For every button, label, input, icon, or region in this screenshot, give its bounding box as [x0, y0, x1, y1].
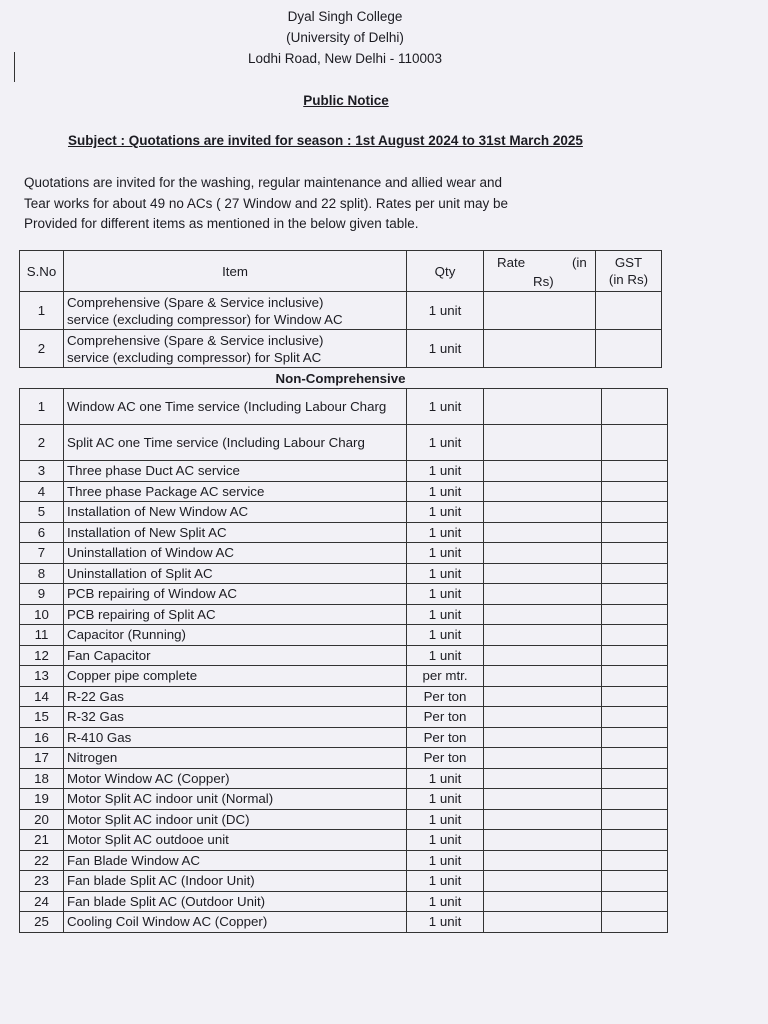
- cell-gst: [602, 809, 668, 830]
- cell-sno: 2: [20, 425, 64, 461]
- college-name: Dyal Singh College: [287, 9, 403, 24]
- cell-sno: 1: [20, 389, 64, 425]
- cell-gst: [602, 543, 668, 564]
- header-gst-unit: (in Rs): [608, 272, 649, 287]
- cell-sno: 2: [20, 330, 64, 368]
- table-row: [20, 563, 668, 584]
- cell-item: Uninstallation of Split AC: [64, 563, 407, 584]
- cell-sno: 19: [20, 789, 64, 810]
- cell-sno: 18: [20, 768, 64, 789]
- table-row: [20, 330, 662, 368]
- table-row: [20, 481, 668, 502]
- table-row: [20, 461, 668, 482]
- table-row: [20, 830, 668, 851]
- cell-rate: [484, 563, 602, 584]
- cell-sno: 5: [20, 502, 64, 523]
- cell-sno: 8: [20, 563, 64, 584]
- cell-gst: [602, 727, 668, 748]
- cell-rate: [484, 809, 602, 830]
- cell-item: Motor Split AC indoor unit (Normal): [64, 789, 407, 810]
- table-row: [20, 686, 668, 707]
- table-row: [20, 425, 668, 461]
- non-comprehensive-body: [20, 389, 668, 933]
- cell-qty: 1 unit: [407, 543, 484, 564]
- cell-rate: [484, 666, 602, 687]
- cell-rate: [484, 604, 602, 625]
- header-rate-in: (in: [572, 255, 587, 270]
- cell-item-line: Comprehensive (Spare & Service inclusive): [67, 332, 324, 348]
- cell-rate: [484, 522, 602, 543]
- cell-item-line: service (excluding compressor) for Window AC: [67, 311, 343, 327]
- cell-rate: [484, 789, 602, 810]
- cell-item-line: service (excluding compressor) for Split AC: [67, 349, 322, 365]
- header-gst-label: GST: [614, 255, 643, 270]
- cell-qty: Per ton: [407, 727, 484, 748]
- cell-sno: 1: [20, 292, 64, 330]
- cell-gst: [602, 481, 668, 502]
- cell-qty: Per ton: [407, 748, 484, 769]
- cell-sno: 22: [20, 850, 64, 871]
- cell-item: Fan Capacitor: [64, 645, 407, 666]
- header-rate: [484, 251, 596, 292]
- cell-item: [64, 292, 407, 330]
- cell-sno: 7: [20, 543, 64, 564]
- table-row: [20, 871, 668, 892]
- cell-rate: [484, 850, 602, 871]
- cell-sno: 9: [20, 584, 64, 605]
- table-row: [20, 604, 668, 625]
- notice-subject: Subject : Quotations are invited for season : 1st August 2024 to 31st March 2025: [68, 133, 583, 148]
- cell-item-line: Comprehensive (Spare & Service inclusive): [67, 294, 324, 310]
- cell-item: PCB repairing of Window AC: [64, 584, 407, 605]
- cell-rate: [484, 707, 602, 728]
- table-row: [20, 645, 668, 666]
- paragraph-line: Provided for different items as mentioned in the below given table.: [24, 216, 419, 231]
- cell-gst: [602, 425, 668, 461]
- section-label: Non-Comprehensive: [20, 368, 662, 389]
- cell-qty: 1 unit: [407, 584, 484, 605]
- cell-qty: 1 unit: [407, 830, 484, 851]
- cell-rate: [484, 584, 602, 605]
- cell-gst: [602, 666, 668, 687]
- paragraph-line: Quotations are invited for the washing, regular maintenance and allied wear and: [24, 175, 503, 190]
- table-row: [20, 850, 668, 871]
- cell-qty: 1 unit: [407, 481, 484, 502]
- cell-sno: 20: [20, 809, 64, 830]
- cell-qty: 1 unit: [407, 809, 484, 830]
- table-row: [20, 389, 668, 425]
- cell-sno: 14: [20, 686, 64, 707]
- cell-rate: [484, 389, 602, 425]
- cell-gst: [602, 891, 668, 912]
- cell-rate: [484, 502, 602, 523]
- cell-qty: 1 unit: [407, 563, 484, 584]
- table-row: [20, 584, 668, 605]
- cell-qty: Per ton: [407, 707, 484, 728]
- table-row: [20, 912, 668, 933]
- cell-item: Motor Split AC outdooe unit: [64, 830, 407, 851]
- cell-gst: [602, 625, 668, 646]
- header-gst: [596, 251, 662, 292]
- cell-qty: 1 unit: [407, 389, 484, 425]
- cell-item: Motor Window AC (Copper): [64, 768, 407, 789]
- cell-rate: [484, 871, 602, 892]
- cell-gst: [602, 522, 668, 543]
- cell-qty: 1 unit: [407, 850, 484, 871]
- cell-qty: 1 unit: [407, 292, 484, 330]
- cell-sno: 13: [20, 666, 64, 687]
- cell-sno: 25: [20, 912, 64, 933]
- cell-sno: 16: [20, 727, 64, 748]
- cell-item: R-410 Gas: [64, 727, 407, 748]
- cell-item: Fan blade Split AC (Indoor Unit): [64, 871, 407, 892]
- cell-sno: 3: [20, 461, 64, 482]
- cell-rate: [484, 686, 602, 707]
- table-row: [20, 543, 668, 564]
- cell-gst: [602, 563, 668, 584]
- cell-item: R-32 Gas: [64, 707, 407, 728]
- cell-qty: 1 unit: [407, 330, 484, 368]
- notice-paragraph: [24, 173, 584, 235]
- cell-rate: [484, 481, 602, 502]
- cell-gst: [602, 707, 668, 728]
- cell-item: Three phase Package AC service: [64, 481, 407, 502]
- cell-sno: 23: [20, 871, 64, 892]
- cell-rate: [484, 912, 602, 933]
- cell-sno: 4: [20, 481, 64, 502]
- cell-sno: 10: [20, 604, 64, 625]
- cell-item: PCB repairing of Split AC: [64, 604, 407, 625]
- cell-qty: 1 unit: [407, 871, 484, 892]
- cell-gst: [602, 830, 668, 851]
- cell-item: Copper pipe complete: [64, 666, 407, 687]
- comprehensive-table: [19, 250, 662, 388]
- cell-gst: [602, 389, 668, 425]
- cell-sno: 15: [20, 707, 64, 728]
- table-row: [20, 748, 668, 769]
- cell-rate: [484, 645, 602, 666]
- paragraph-line: Tear works for about 49 no ACs ( 27 Window and 22 split). Rates per unit may be: [24, 195, 508, 211]
- cell-gst: [602, 502, 668, 523]
- cell-qty: 1 unit: [407, 522, 484, 543]
- table-header-row: [20, 251, 662, 292]
- cell-qty: 1 unit: [407, 502, 484, 523]
- table-row: [20, 891, 668, 912]
- cell-qty: 1 unit: [407, 425, 484, 461]
- cell-rate: [484, 748, 602, 769]
- header-item: Item: [64, 251, 407, 292]
- cell-item: Fan blade Split AC (Outdoor Unit): [64, 891, 407, 912]
- section-row: [20, 368, 662, 389]
- table-row: [20, 768, 668, 789]
- cell-sno: 12: [20, 645, 64, 666]
- cell-rate: [484, 292, 596, 330]
- cell-rate: [484, 461, 602, 482]
- cell-qty: 1 unit: [407, 768, 484, 789]
- notice-title: Public Notice: [303, 93, 389, 108]
- table-row: [20, 707, 668, 728]
- cell-qty: 1 unit: [407, 604, 484, 625]
- cell-qty: 1 unit: [407, 625, 484, 646]
- table-row: [20, 666, 668, 687]
- cell-rate: [484, 625, 602, 646]
- cell-qty: Per ton: [407, 686, 484, 707]
- header-sno: S.No: [20, 251, 64, 292]
- cell-gst: [602, 584, 668, 605]
- cell-gst: [602, 789, 668, 810]
- cell-qty: 1 unit: [407, 891, 484, 912]
- cell-item: Installation of New Window AC: [64, 502, 407, 523]
- cell-sno: 11: [20, 625, 64, 646]
- cell-rate: [484, 768, 602, 789]
- cell-qty: 1 unit: [407, 789, 484, 810]
- cell-gst: [602, 686, 668, 707]
- cell-rate: [484, 330, 596, 368]
- cell-sno: 6: [20, 522, 64, 543]
- cell-item: Split AC one Time service (Including Labour Charg: [64, 425, 407, 461]
- cell-item: [64, 330, 407, 368]
- cell-gst: [602, 604, 668, 625]
- header-qty: Qty: [407, 251, 484, 292]
- table-row: [20, 809, 668, 830]
- cell-rate: [484, 543, 602, 564]
- cell-rate: [484, 727, 602, 748]
- cell-sno: 24: [20, 891, 64, 912]
- cell-gst: [602, 768, 668, 789]
- cell-qty: per mtr.: [407, 666, 484, 687]
- cell-item: Nitrogen: [64, 748, 407, 769]
- table-row: [20, 727, 668, 748]
- table-row: [20, 292, 662, 330]
- table-row: [20, 625, 668, 646]
- cell-qty: 1 unit: [407, 912, 484, 933]
- cell-item: Motor Split AC indoor unit (DC): [64, 809, 407, 830]
- cell-rate: [484, 891, 602, 912]
- cell-rate: [484, 425, 602, 461]
- college-address: Lodhi Road, New Delhi - 110003: [247, 51, 443, 66]
- cell-gst: [602, 645, 668, 666]
- university-name: (University of Delhi): [286, 30, 404, 45]
- table-row: [20, 522, 668, 543]
- cell-item: Three phase Duct AC service: [64, 461, 407, 482]
- non-comprehensive-table: [19, 388, 668, 933]
- header-rate-rs: Rs): [533, 274, 554, 289]
- cell-item: Capacitor (Running): [64, 625, 407, 646]
- cell-qty: 1 unit: [407, 461, 484, 482]
- cell-item: Uninstallation of Window AC: [64, 543, 407, 564]
- table-row: [20, 789, 668, 810]
- cell-sno: 17: [20, 748, 64, 769]
- cell-sno: 21: [20, 830, 64, 851]
- cell-gst: [602, 871, 668, 892]
- cell-item: R-22 Gas: [64, 686, 407, 707]
- cell-item: Fan Blade Window AC: [64, 850, 407, 871]
- cell-gst: [602, 748, 668, 769]
- cell-qty: 1 unit: [407, 645, 484, 666]
- cell-gst: [602, 912, 668, 933]
- cell-rate: [484, 830, 602, 851]
- cell-gst: [596, 292, 662, 330]
- cell-gst: [602, 850, 668, 871]
- table-row: [20, 502, 668, 523]
- cell-gst: [596, 330, 662, 368]
- cell-item: Installation of New Split AC: [64, 522, 407, 543]
- header-rate-label: Rate: [497, 255, 526, 270]
- cell-gst: [602, 461, 668, 482]
- cell-item: Cooling Coil Window AC (Copper): [64, 912, 407, 933]
- cell-item: Window AC one Time service (Including Labour Charg: [64, 389, 407, 425]
